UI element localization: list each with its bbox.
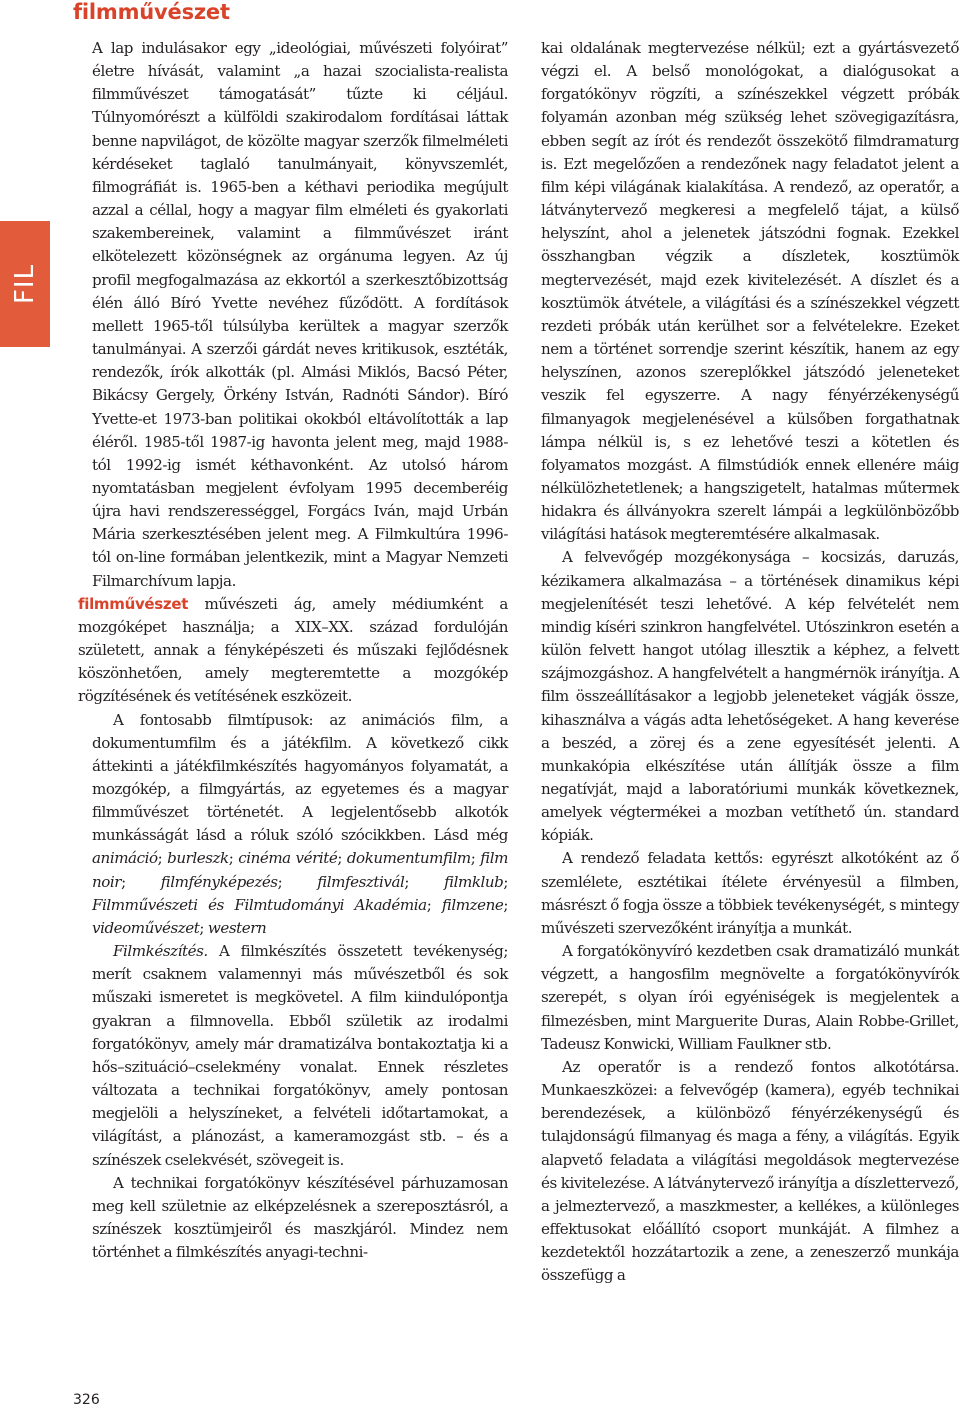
see-also-link[interactable]: animáció (92, 849, 158, 868)
see-also-link[interactable]: filmfényképezés (160, 872, 278, 891)
entry-definition: művészeti ág, amely médiumként a mozgóképet használja; a XIX–XX. század fordulóján született, annak a fényképészeti és műszaki fejlődésnek köszönhetően, amely megteremtette a mozgókép rögzítésének és vetítésének eszközeit. (78, 594, 508, 706)
see-also-link[interactable]: filmzene (441, 895, 504, 914)
paragraph-screenwriter: A forgatókönyvíró kezdetben csak dramatizáló munkát végzett, a hangosfilm megnövelte a forgatókönyvírók szerepét, s olyan írói egyéniségek is megjelentek a filmezésben, mint Marguerite Duras, Alain Robbe-Grillet, Tadeusz Konwicki, William Faulkner stb. (541, 942, 959, 1053)
right-column (541, 37, 959, 1287)
paragraph-director: A rendező feladata kettős: egyrészt alkotóként az ő szemlélete, esztétikai ítélete érvényesül a filmben, másrészt ő fogja össze a többiek tevékenységét, s mintegy művészeti szervezőként irányítja a munkát. (541, 849, 959, 937)
section-tab-label: FIL (9, 263, 40, 305)
paragraph-cinematographer: Az operatőr is a rendező fontos alkotótársa. Munkaeszközei: a felvevőgép (kamera), egyéb technikai berendezések, a különböző fényérzékenységű és tulajdonságú filmanyag és maga a fény, a világítás. Egyik alapvető feladata a világítási megoldások megtervezése és kivitelezése. A látványtervező irányítja a díszlettervező, a jelmeztervező, a maszkmester, a kellékes, a különleges effektusokat előállító csoport munkáját. A filmhez a kezdetektől hozzátartozik a zene, a zeneszerző munkája összefügg a (541, 1057, 959, 1285)
paragraph-filmkultura-history: A lap indulásakor egy „ideológiai, művészeti folyóirat” életre hívását, valamint „a hazai szocialista-realista filmművészet támogatását” tűzte ki céljául. Túlnyomórészt a külföldi szakirodalom fordításai láttak benne napvilágot, de közölte magyar szerzők filmelméleti kérdéseket taglaló tanulmányait, könyvszemlét, filmográfiát is. 1965-ben a kéthavi periodika megújult azzal a céllal, hogy a magyar film elméleti és gyakorlati szakembereinek, valamint a filmművészet iránt elkötelezett közönségnek az orgánuma legyen. Az új profil megfogalmazása az ekkortól a szerkesztőbizottság élén álló Bíró Yvette nevéhez fűződött. A fordítások mellett 1965-től túlsúlyba kerültek a magyar szerzők tanulmányai. A szerzői gárdát neves kritikusok, esztéták, rendezők, írók alkották (pl. Almási Miklós, Bacsó Péter, Bikácsy Gergely, Örkény István, Radnóti Sándor). Bíró Yvette-et 1973-ban politikai okokból eltávolították a lap éléről. 1985-től 1987-ig havonta jelent meg, majd 1988-tól 1992-ig ismét kéthavonként. Az utolsó három nyomtatásban megjelent évfolyam 1995 decemberéig újra havi rendszerességgel, Forgács Iván, majd Urbán Mária szerkesztésében jelent meg. A Filmkultúra 1996-tól on-line formában jelentkezik, mint a Magyar Nemzeti Filmarchívum lapja. (92, 39, 508, 590)
see-also-link[interactable]: cinéma vérité (238, 849, 338, 868)
running-header-title: filmművészet (73, 0, 230, 24)
section-tab (0, 221, 50, 347)
paragraph-film-types: A fontosabb filmtípusok: az animációs film, a dokumentumfilm és a játékfilm. A következő cikk áttekinti a játékfilmkészítés hagyományos folyamatát, a mozgókép, a filmgyártás, az egyetemes és a magyar filmművészet történetét. A legjelentősebb alkotók munkásságát lásd a róluk szóló szócikkben. Lásd még animáció; burleszk; cinéma vérité; dokumentumfilm; film noir; filmfényképezés; filmfesztivál; filmklub; Filmművészeti és Filmtudományi Akadémia; filmzene; videoművészet; western (92, 710, 509, 937)
filmkeszites-text: A filmkészítés összetett tevékenység; merít csaknem valamennyi más művészetből és sok műszaki ismeretet is megkövetel. A film kiindulópontja gyakran a filmnovella. Ebből születik az irodalmi forgatókönyv, amely már dramatizálva bontakoztatja ki a hős–szituáció–cselekmény vonalat. Ennek részletes változata a technikai forgatókönyv, amely pontosan megjelöli a helyszíneket, a felvételi időtartamokat, a világítást, a plánozást, a kameramozgást stb. – és a színészek cselekvését, szövegeit is. (92, 942, 508, 1169)
see-also-link[interactable]: Filmművészeti és Filmtudományi Akadémia (92, 895, 427, 914)
paragraph-filmkeszites (92, 940, 508, 1172)
entry-filmmuveszet (78, 593, 508, 709)
left-column (78, 37, 509, 1264)
paragraph-technical-script: A technikai forgatókönyv készítésével párhuzamosan meg kell születnie az elképzelésnek a szereposztásról, a színészek kosztümjeiről és maszkjáról. Mindez nem történhet a filmkészítés anyagi-techni- (92, 1173, 508, 1262)
subsection-heading: Filmkészítés. (113, 942, 208, 961)
see-also-link[interactable]: burleszk (167, 849, 229, 868)
paragraph-camera-sound: A felvevőgép mozgékonysága – kocsizás, daruzás, kézikamera alkalmazása – a történések dinamikus képi megjelenítését teszi lehetővé. A kép felvételét nem mindig kíséri szinkron hangfelvétel. Utószinkron esetén a külön felvett hangot utólag illesztik a képhez, a felvett szájmozgáshoz. A hangfelvételt a hangmérnök irányítja. A film összeállításakor a legjobb jeleneteket vágják össze, kihasználva a vágás adta lehetőségeket. A hang keverése a beszéd, a zörej és a zene egyesítését jelenti. A munkakópia elkészítése után állítják össze a film negatívját, majd a laboratóriumi munkák következnek, amelyek végtermékei a mozban vetíthető ún. standard kópiák. (541, 548, 959, 845)
see-also-link[interactable]: filmklub (444, 872, 504, 891)
see-also-link[interactable]: dokumentumfilm (346, 849, 471, 868)
page-number: 326 (73, 1392, 100, 1408)
entry-term: filmművészet (78, 594, 189, 613)
see-also-link[interactable]: videoművészet (92, 918, 200, 937)
see-also-link[interactable]: film noir (92, 849, 509, 891)
see-also-link[interactable]: filmfesztivál (317, 872, 405, 891)
see-also-link[interactable]: western (207, 918, 267, 937)
film-types-text: A fontosabb filmtípusok: az animációs film, a dokumentumfilm és a játékfilm. A következő cikk áttekinti a játékfilmkészítés hagyományos folyamatát, a mozgókép, a filmgyártás, az egyetemes és a magyar filmművészet történetét. A legjelentősebb alkotók munkásságát lásd a róluk szóló szócikkben. Lásd még (92, 710, 508, 845)
paragraph-production: kai oldalának megtervezése nélkül; ezt a gyártásvezető végzi el. A belső monológokat, a dialógusokat a forgatókönyv rögzíti, a színészekkel végzett próbák folyamán azonban még szükség lehet szövegigazításra, ebben segít az írót és rendezőt összekötő filmdramaturg is. Ezt megelőzően a rendezőnek nagy feladatot jelent a film képi világának kialakítása. A rendező, az operatőr, a látványtervező megkeresi a megfelelő tájat, a külső helyszínt, ahol a jelenetek játszódni fognak. Ezekkel összhangban végzik a díszletek, kosztümök megtervezését, majd ezek kivitelezését. A díszlet és a kosztümök átvétele, a világítási és a színészekkel végzett rezdeti próbák után kerülhet sor a felvételekre. Ezeket nem a történet sorrendje szerint készítik, hanem az egy helyszínen, azonos szereplőkkel játszódó jeleneteket veszik fel egyszerre. A nagy fényérzékenységű filmanyagok megjelenésével a külsőben forgathatnak lámpa nélkül is, s ez lehetővé teszi a kötetlen és folyamatos mozgást. A filmstúdiók ennek ellenére máig nélkülözhetetlenek; a hangszigetelt, hatalmas műtermek hidakra és állványokra szerelt lámpái a legkülönbözőbb világítási hatások megteremtésére alkalmasak. (541, 39, 959, 544)
